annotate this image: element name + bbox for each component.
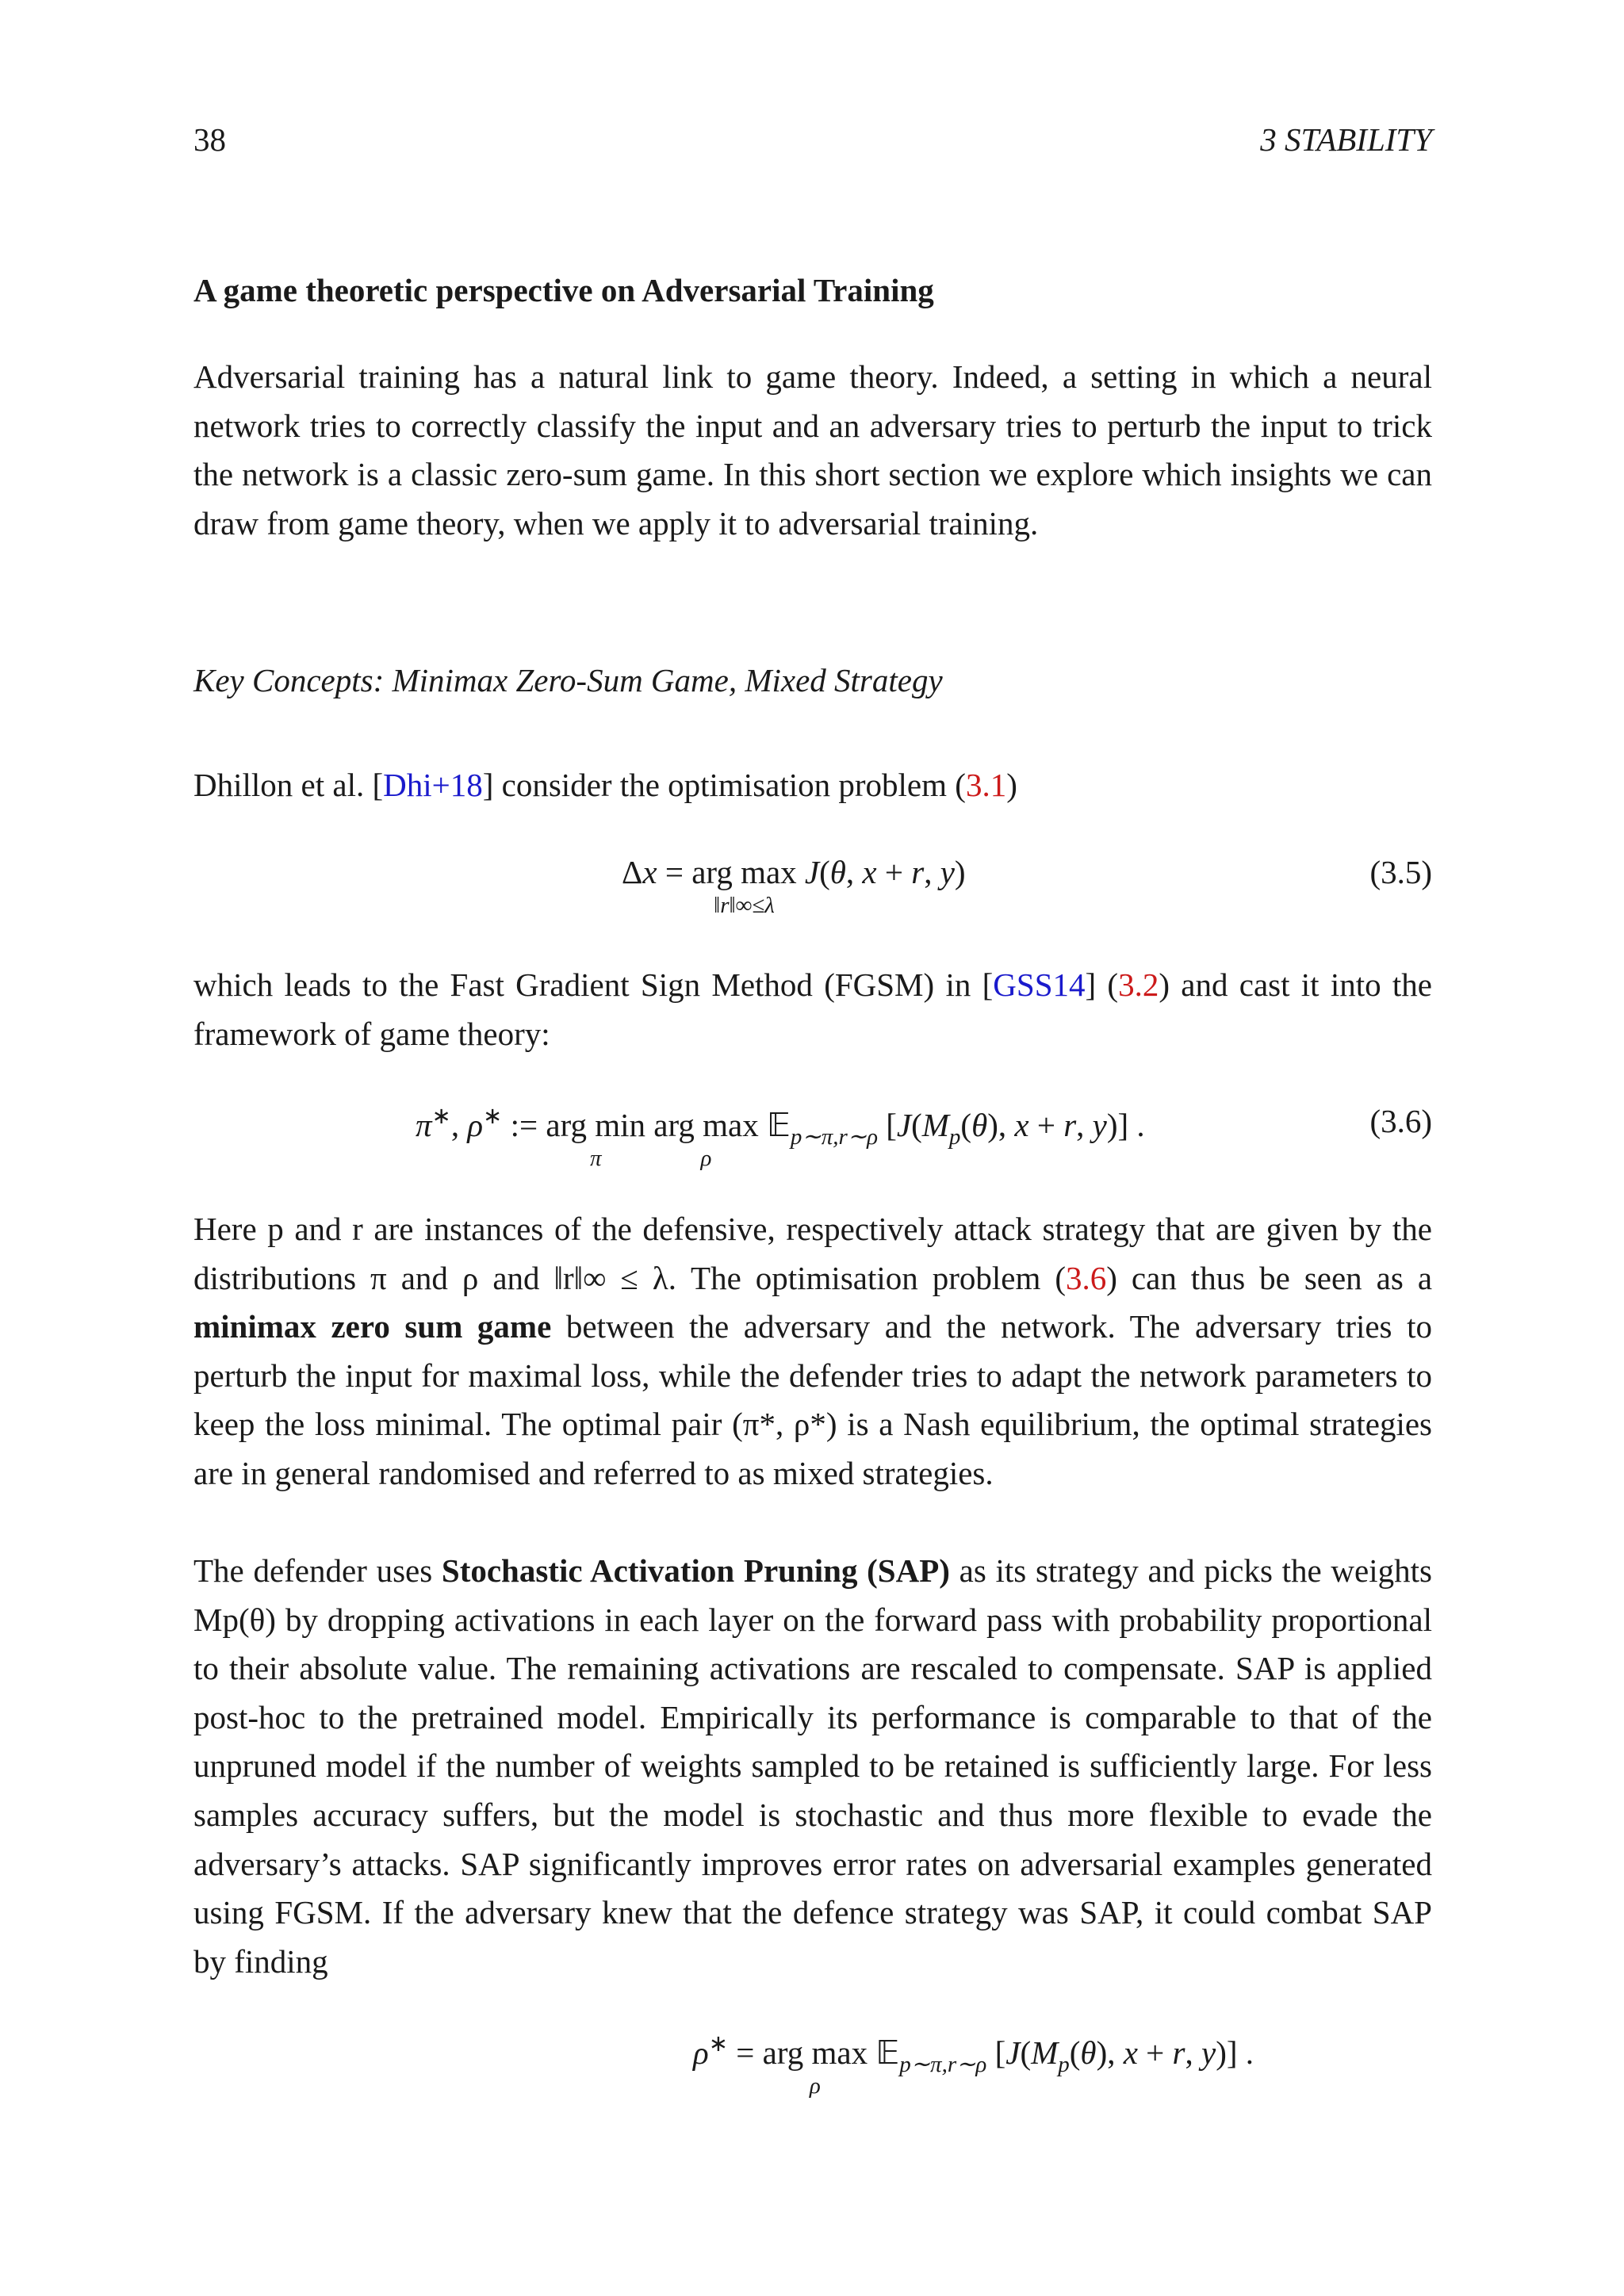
equation-ref-link[interactable]: 3.1 bbox=[965, 767, 1007, 803]
citation-link[interactable]: Dhi+18 bbox=[383, 767, 483, 803]
equation-ref-link[interactable]: 3.2 bbox=[1118, 966, 1159, 1003]
equation-subscript: ‖r‖∞≤λ bbox=[714, 893, 775, 918]
bold-term: minimax zero sum game bbox=[193, 1308, 552, 1345]
equation-body: ρ∗ = arg max ρ 𝔼$_{p\sim\pi,r\sim\rho}$ [$J(M_p(\theta)$, x + r, y)] . bbox=[693, 2031, 1254, 2099]
equation-label: (3.6) bbox=[1369, 1103, 1432, 1139]
chapter-title: 3 STABILITY bbox=[1260, 121, 1432, 158]
equation-ref-link[interactable]: 3.6 bbox=[1066, 1259, 1107, 1296]
equation-body: π∗, ρ∗ := arg min π arg max ρ 𝔼$_{p\sim\pi,r\sim\rho}$ [$J(M_p(\theta)$, x + r, y)] . bbox=[416, 1104, 1145, 1171]
equation-3-5 bbox=[193, 853, 1432, 964]
equation-3-6 bbox=[193, 1102, 1432, 1213]
bold-term: Stochastic Activation Pruning (SAP) bbox=[441, 1552, 950, 1589]
equation-rho-star bbox=[193, 2030, 1432, 2141]
page-number: 38 bbox=[193, 121, 226, 158]
citation-link[interactable]: GSS14 bbox=[993, 966, 1086, 1003]
equation-body: Δx = arg max ‖r‖∞≤λ J(θ, x + r, y) bbox=[622, 854, 966, 918]
running-header bbox=[193, 121, 1432, 168]
paragraph-dhillon: Dhillon et al. [Dhi+18] consider the optimisation problem (3.1) bbox=[193, 767, 1017, 803]
intro-paragraph: Adversarial training has a natural link to game theory. Indeed, a setting in which a neural network tries to correctly classify the input and an adversary tries to perturb the input to trick the network is a classic zero-sum game. In this short section we explore which insights we can draw from game theory, when we apply it to adversarial training. bbox=[193, 358, 1432, 541]
equation-label: (3.5) bbox=[1369, 854, 1432, 890]
paragraph-minimax: Here p and r are instances of the defensive, respectively attack strategy that are given by the distributions π and ρ and ‖r‖∞ ≤ λ. The optimisation problem (3.6) can thus be seen as a minimax zero sum game between the adversary and the network. The adversary tries to perturb the input for maximal loss, while the defender tries to adapt the network parameters to keep the loss minimal. The optimal pair (π*, ρ*) is a Nash equilibrium, the optimal strategies are in general randomised and referred to as mixed strategies. bbox=[193, 1211, 1433, 1491]
section-heading: A game theoretic perspective on Adversarial Training bbox=[193, 272, 934, 308]
key-concepts: Key Concepts: Minimax Zero-Sum Game, Mixed Strategy bbox=[193, 662, 943, 698]
paragraph-fgsm: which leads to the Fast Gradient Sign Method (FGSM) in [GSS14] (3.2) and cast it into the framework of game theory: bbox=[193, 966, 1432, 1052]
paragraph-sap: The defender uses Stochastic Activation Pruning (SAP) as its strategy and picks the weights Mp(θ) by dropping activations in each layer on the forward pass with probability proportional to their absolute value. The remaining activations are rescaled to compensate. SAP is applied post-hoc to the pretrained model. Empirically its performance is comparable to that of the unpruned model if the number of weights sampled to be retained is sufficiently large. For less samples accuracy suffers, but the model is stochastic and thus more flexible to evade the adversary’s attacks. SAP significantly improves error rates on adversarial examples generated using FGSM. If the adversary knew that the defence strategy was SAP, it could combat SAP by finding bbox=[193, 1552, 1432, 1980]
